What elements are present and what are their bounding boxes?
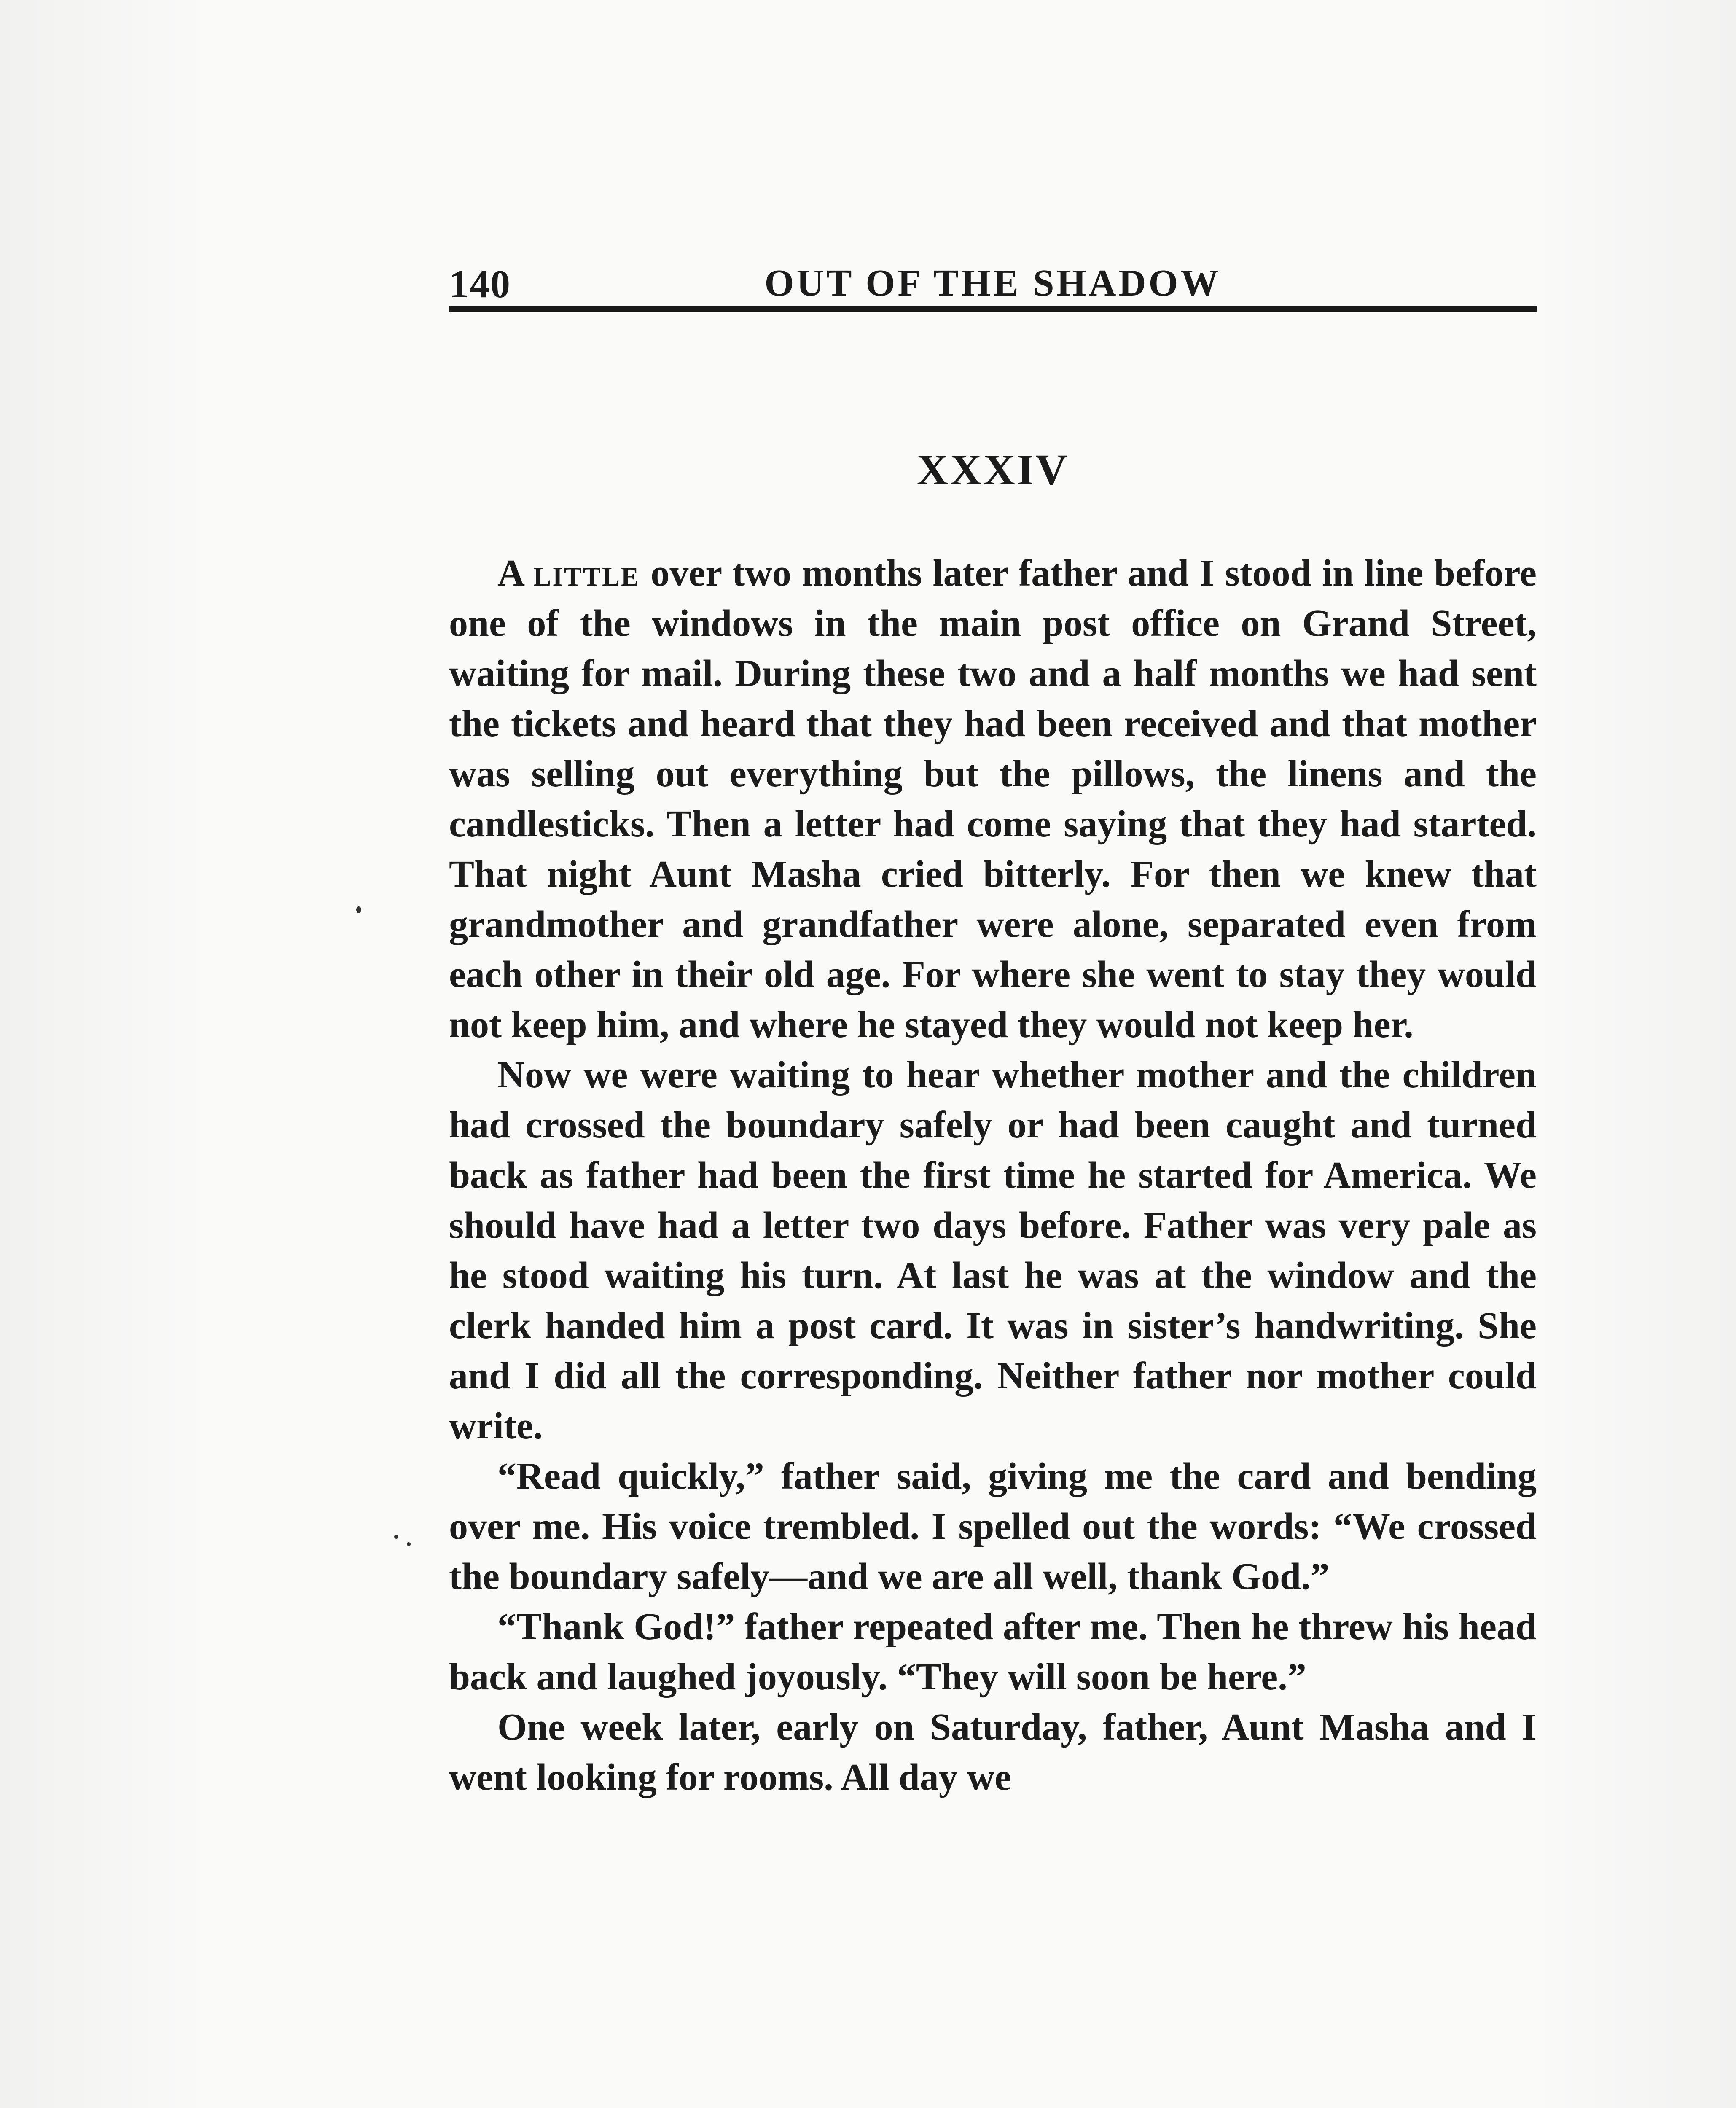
ink-speck xyxy=(407,1542,411,1546)
header-rule xyxy=(449,306,1537,312)
paragraph: Now we were waiting to hear whether mother and the children had crossed the boundary safely or had been caught and turned back as father had been the first time he started for America. We should have had a letter two days before. Father was very pale as he stood waiting his turn. At last he was at the window and the clerk handed him a post card. It was in sister’s handwriting. She and I did all the corresponding. Neither father nor mother could write. xyxy=(449,1054,1537,1447)
paragraph-text: over two months later father and I stood in line before one of the windows in the main post office on Grand Street, waiting for mail. During these two and a half months we had sent the tickets and heard that they had been received and that mother was selling out everything but the pillows, the linens and the candlesticks. Then a letter had come saying that they had started. That night Aunt Masha cried bitterly. For then we knew that grandmother and grandfather were alone, separated even from each other in their old age. For where she went to stay they would not keep him, and where he stayed they would not keep her. xyxy=(449,552,1537,1046)
ink-speck xyxy=(394,1535,398,1539)
paragraph: “Read quickly,” father said, giving me the card and bending over me. His voice trembled. I spelled out the words: “We crossed the boundary safely—and we are all well, thank God.” xyxy=(449,1455,1537,1597)
paragraph-first-word: A xyxy=(497,552,523,594)
page-number: 140 xyxy=(449,262,511,306)
body-text xyxy=(449,548,1537,1802)
paragraph: “Thank God!” father repeated after me. Then he threw his head back and laughed joyously. “They will soon be here.” xyxy=(449,1606,1537,1698)
paragraph xyxy=(449,548,1537,1050)
ink-speck xyxy=(356,906,361,913)
paragraph-small-caps: little xyxy=(533,552,640,594)
running-head: OUT OF THE SHADOW xyxy=(764,262,1221,304)
chapter-heading: XXXIV xyxy=(916,446,1069,494)
paragraph: One week later, early on Saturday, father, Aunt Masha and I went looking for rooms. All day we xyxy=(449,1706,1537,1798)
